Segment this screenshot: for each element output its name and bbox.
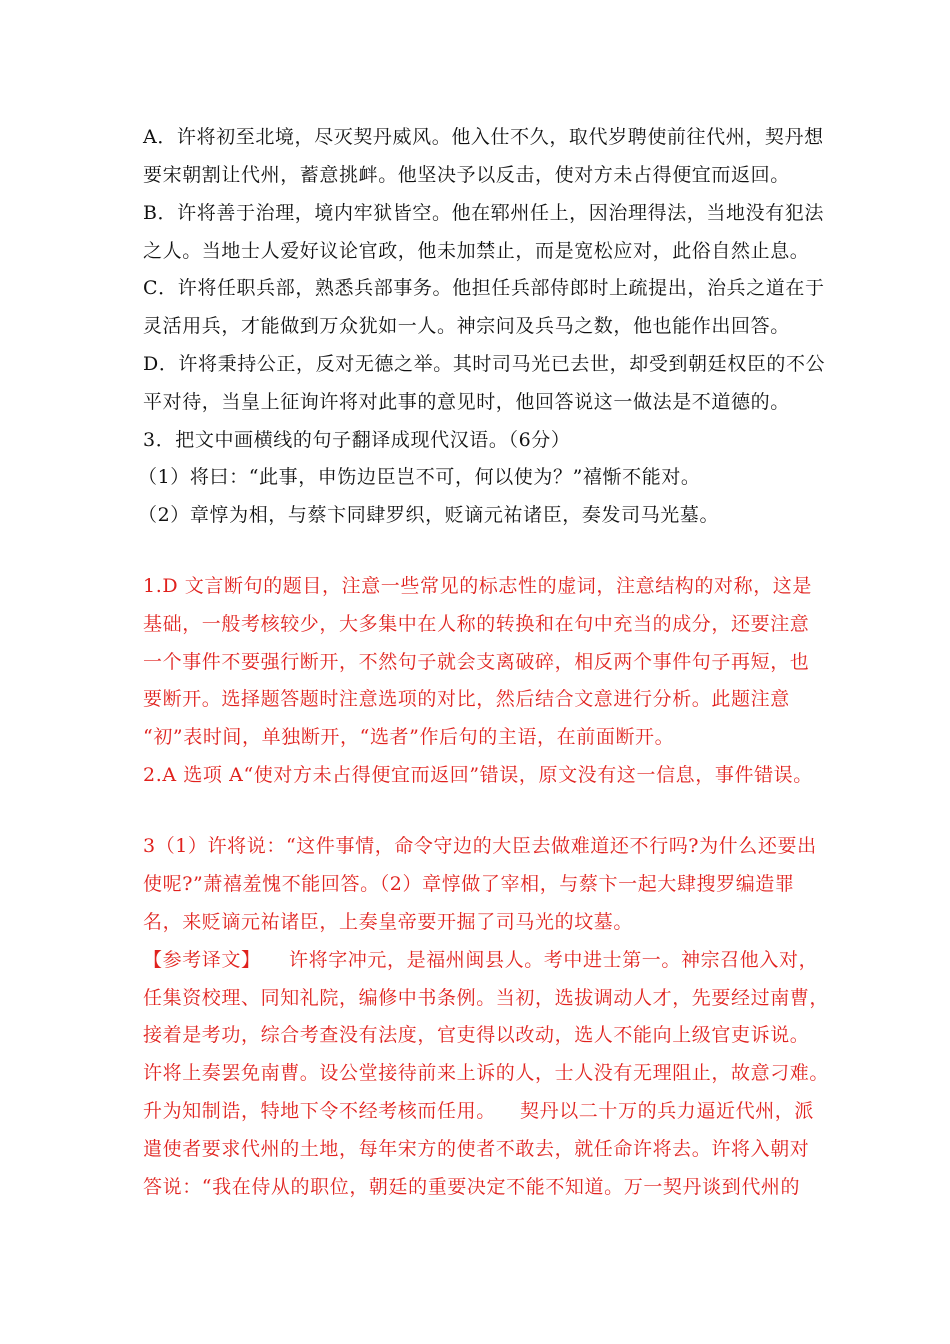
question-3-part-2: （2）章惇为相，与蔡卞同肆罗织，贬谪元祐诸臣，奏发司马光墓。	[138, 504, 720, 526]
translation-line-3: 接着是考功，综合考查没有法度，官吏得以改动，选人不能向上级官吏诉说。	[143, 1024, 810, 1046]
translation-line-1: 许将字冲元，是福州闽县人。考中进士第一。神宗召他入对，	[289, 949, 819, 971]
answer-3-line-3: 名，来贬谪元祐诸臣，上奏皇帝要开掘了司马光的坟墓。	[143, 911, 634, 933]
answer-1-line-3: 一个事件不要强行断开，不然句子就会支离破碎，相反两个事件句子再短，也	[143, 651, 810, 673]
translation-line-5b: 契丹以二十万的兵力逼近代州，派	[520, 1100, 815, 1122]
translation-line-2: 任集资校理、同知礼院，编修中书条例。当初，选拔调动人才，先要经过南曹，	[143, 987, 830, 1009]
answer-1-line-4: 要断开。选择题答题时注意选项的对比，然后结合文意进行分析。此题注意	[143, 688, 790, 710]
option-b-line-2: 之人。当地士人爱好议论官政，他未加禁止，而是宽松应对，此俗自然止息。	[143, 240, 810, 262]
answer-1-line-1: 1.D 文言断句的题目，注意一些常见的标志性的虚词，注意结构的对称，这是	[143, 575, 813, 597]
answer-3-line-1: 3（1）许将说：“这件事情，命令守边的大臣去做难道还不行吗?为什么还要出	[143, 835, 817, 857]
translation-line-4: 许将上奏罢免南曹。设公堂接待前来上诉的人，士人没有无理阻止，故意刁难。	[143, 1062, 830, 1084]
answer-1-line-2: 基础，一般考核较少，大多集中在人称的转换和在句中充当的成分，还要注意	[143, 613, 810, 635]
answer-1-line-5: “初”表时间，单独断开，“选者”作后句的主语，在前面断开。	[143, 726, 675, 748]
translation-line-5: 升为知制诰，特地下令不经考核而任用。	[143, 1100, 496, 1122]
translation-line-6: 遣使者要求代州的土地，每年宋方的使者不敢去，就任命许将去。许将入朝对	[143, 1138, 810, 1160]
question-3-part-1: （1）将曰：“此事，申饬边臣岂不可，何以使为？”禧惭不能对。	[138, 466, 701, 488]
option-b-line-1: B．许将善于治理，境内牢狱皆空。他在郓州任上，因治理得法，当地没有犯法	[143, 202, 824, 224]
option-a-line-2: 要宋朝割让代州，蓄意挑衅。他坚决予以反击，使对方未占得便宜而返回。	[143, 164, 790, 186]
option-a-line-1: A．许将初至北境，尽灭契丹威风。他入仕不久，取代岁聘使前往代州，契丹想	[143, 126, 824, 148]
translation-label: 【参考译文】	[143, 949, 261, 971]
translation-line-7: 答说：“我在侍从的职位，朝廷的重要决定不能不知道。万一契丹谈到代州的	[143, 1176, 801, 1198]
answer-3-line-2: 使呢?”萧禧羞愧不能回答。（2）章惇做了宰相，与蔡卞一起大肆搜罗编造罪	[143, 873, 795, 895]
option-c-line-2: 灵活用兵，才能做到万众犹如一人。神宗问及兵马之数，他也能作出回答。	[143, 315, 790, 337]
option-c-line-1: C．许将任职兵部，熟悉兵部事务。他担任兵部侍郎时上疏提出，治兵之道在于	[143, 277, 825, 299]
question-3: 3．把文中画横线的句子翻译成现代汉语。（6分）	[143, 429, 571, 451]
option-d-line-1: D．许将秉持公正，反对无德之举。其时司马光已去世，却受到朝廷权臣的不公	[143, 353, 826, 375]
option-d-line-2: 平对待，当皇上征询许将对此事的意见时，他回答说这一做法是不道德的。	[143, 391, 790, 413]
answer-2: 2.A 选项 A“使对方未占得便宜而返回”错误，原文没有这一信息，事件错误。	[143, 764, 813, 786]
